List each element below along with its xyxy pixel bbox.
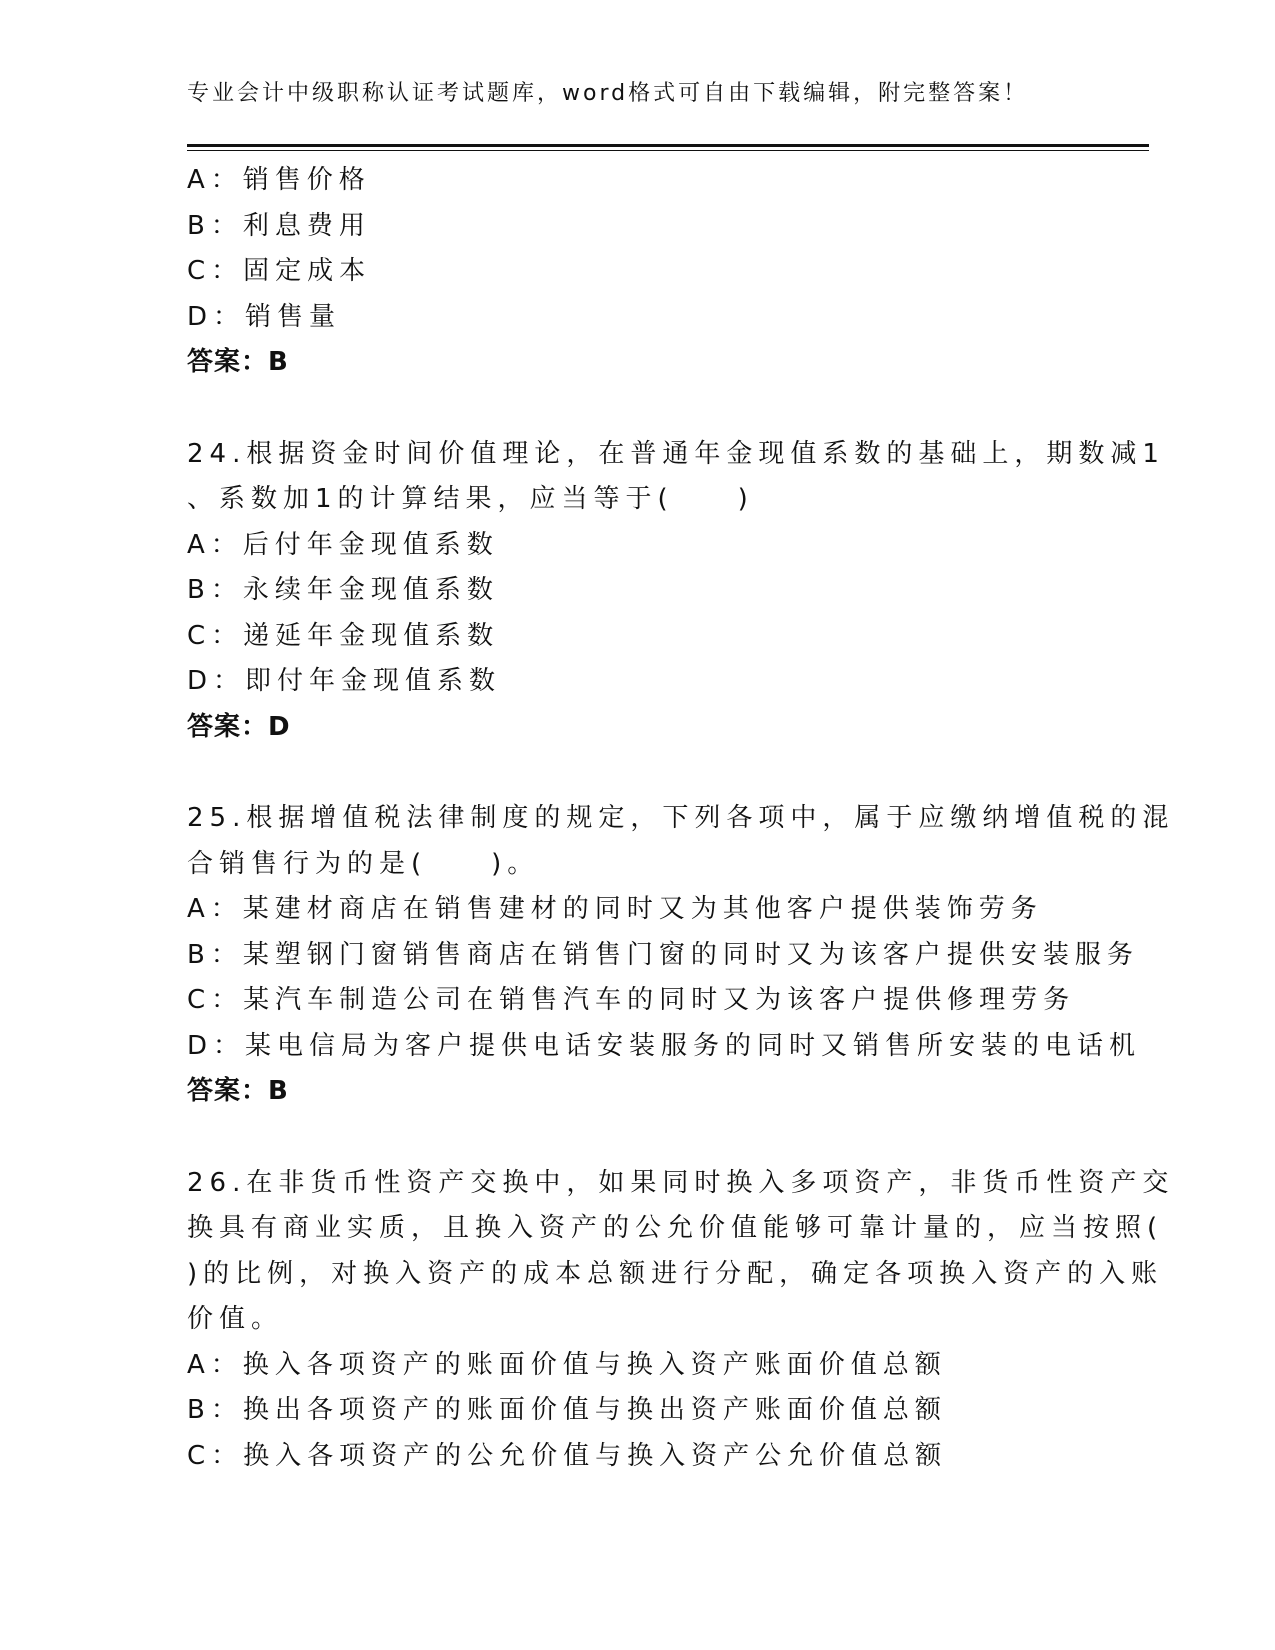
option-d: D：销售量 <box>187 301 342 332</box>
question-stem-line: )的比例，对换入资产的成本总额进行分配，确定各项换入资产的入账 <box>187 1258 1164 1289</box>
header-rule-thick <box>187 144 1149 147</box>
spacer <box>187 386 1087 432</box>
spacer <box>187 750 1087 796</box>
question-stem-line: 换具有商业实质，且换入资产的公允价值能够可靠计量的，应当按照( <box>187 1213 1164 1243</box>
option-b: B：利息费用 <box>187 210 371 241</box>
answer: 答案：D <box>187 711 291 742</box>
option-a: A：某建材商店在销售建材的同时又为其他客户提供装饰劳务 <box>187 894 1043 924</box>
option-b: B：换出各项资产的账面价值与换出资产账面价值总额 <box>187 1395 947 1425</box>
page-header: 专业会计中级职称认证考试题库，word格式可自由下载编辑，附完整答案！ <box>187 81 1029 106</box>
option-b: B：某塑钢门窗销售商店在销售门窗的同时又为该客户提供安装服务 <box>187 939 1139 970</box>
question-stem-line: 、系数加1的计算结果，应当等于( ) <box>187 484 754 514</box>
option-c: C：换入各项资产的公允价值与换入资产公允价值总额 <box>187 1440 948 1471</box>
question-26 <box>187 1161 1175 1480</box>
option-c: C：某汽车制造公司在销售汽车的同时又为该客户提供修理劳务 <box>187 985 1076 1015</box>
question-stem-line: 价值。 <box>187 1304 284 1334</box>
question-stem-line: 25.根据增值税法律制度的规定，下列各项中，属于应缴纳增值税的混 <box>187 803 1175 833</box>
question-25 <box>187 796 1175 1115</box>
question-content <box>187 158 1175 1479</box>
answer: 答案：B <box>187 1076 289 1106</box>
option-d: D：某电信局为客户提供电话安装服务的同时又销售所安装的电话机 <box>187 1030 1142 1061</box>
question-stem-line: 26.在非货币性资产交换中，如果同时换入多项资产，非货币性资产交 <box>187 1167 1175 1198</box>
question-stem-line: 24.根据资金时间价值理论，在普通年金现值系数的基础上，期数减1 <box>187 438 1165 469</box>
option-c: C：递延年金现值系数 <box>187 620 500 651</box>
spacer <box>187 1115 1087 1161</box>
option-a: A：换入各项资产的账面价值与换入资产账面价值总额 <box>187 1349 947 1380</box>
question-stem-line: 合销售行为的是( )。 <box>187 848 540 879</box>
question-24 <box>187 432 1165 751</box>
header-rule-thin <box>187 150 1149 151</box>
question-23 <box>187 158 1087 386</box>
answer: 答案：B <box>187 347 289 377</box>
option-a: A：后付年金现值系数 <box>187 529 499 560</box>
option-d: D：即付年金现值系数 <box>187 666 502 696</box>
option-b: B：永续年金现值系数 <box>187 575 499 605</box>
option-c: C：固定成本 <box>187 256 372 286</box>
option-a: A：销售价格 <box>187 165 371 195</box>
